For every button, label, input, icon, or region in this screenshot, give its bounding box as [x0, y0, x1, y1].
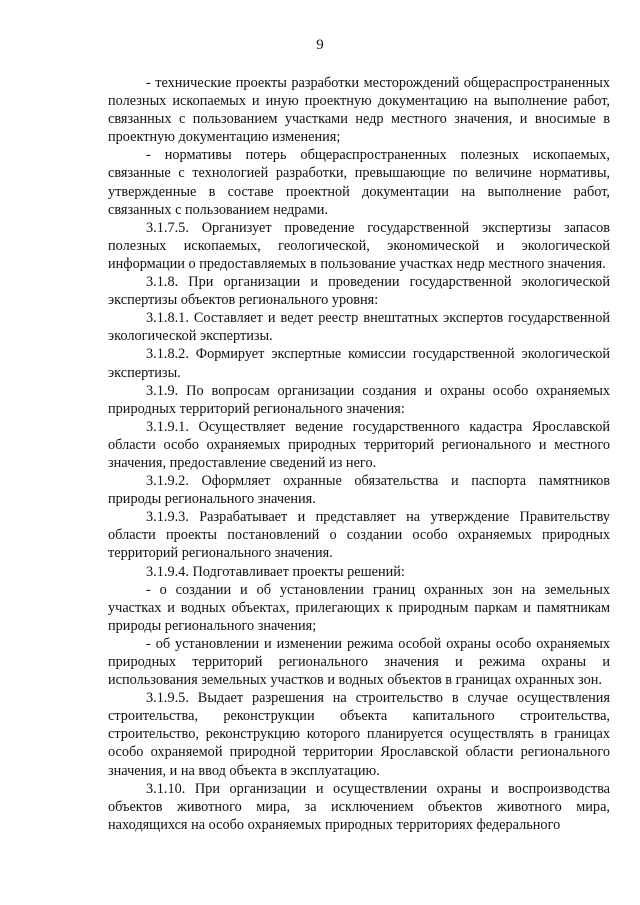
paragraph-3-1-9: 3.1.9. По вопросам организации создания и охраны особо охраняемых природных территорий регионального значения:	[108, 382, 610, 417]
paragraph-technical-projects: - технические проекты разработки месторождений общераспространенных полезных ископаемых и иную проектную документацию на выполнение работ, связанных с пользованием участками недр местного значения, и вносимые в проектную документацию изменения;	[108, 75, 610, 146]
paragraph-3-1-9-3: 3.1.9.3. Разрабатывает и представляет на утверждение Правительству области проекты постановлений о создании особо охраняемых природных территорий регионального значения.	[108, 509, 610, 562]
paragraph-3-1-8: 3.1.8. При организации и проведении государственной экологической экспертизы объектов регионального уровня:	[108, 274, 610, 309]
paragraph-3-1-10: 3.1.10. При организации и осуществлении охраны и воспроизводства объектов животного мира, за исключением объектов животного мира, находящихся на особо охраняемых природных территориях федерального	[108, 780, 610, 833]
paragraph-3-1-9-4: 3.1.9.4. Подготавливает проекты решений:	[146, 563, 405, 580]
paragraph-3-1-7-5: 3.1.7.5. Организует проведение государственной экспертизы запасов полезных ископаемых, геологической, экономической и экологической информации о предоставляемых в пользование участках недр местного значения.	[108, 219, 610, 272]
paragraph-loss-standards: - нормативы потерь общераспространенных полезных ископаемых, связанные с технологией разработки, превышающие по величине нормативы, утвержденные в составе проектной документации на выполнение работ, связанных с пользованием недрами.	[108, 147, 610, 218]
paragraph-buffer-zones: - о создании и об установлении границ охранных зон на земельных участках и водных объектах, прилегающих к природным паркам и памятникам природы регионального значения;	[108, 581, 610, 634]
paragraph-3-1-9-1: 3.1.9.1. Осуществляет ведение государственного кадастра Ярославской области особо охраняемых природных территорий регионального и местного значения, предоставление сведений из него.	[108, 418, 610, 471]
page-number: 9	[316, 37, 324, 53]
paragraph-protection-regime: - об установлении и изменении режима особой охраны особо охраняемых природных территорий регионального значения и режима охраны и использования земельных участков и водных объектов в границах охранных зон.	[108, 635, 610, 689]
paragraph-3-1-9-5: 3.1.9.5. Выдает разрешения на строительство в случае осуществления строительства, реконструкции объекта капитального строительства, строительство, реконструкцию которого планируется осуществлять в границах особо охраняемой природной территории Ярославской области регионального значения, и на ввод объекта в эксплуатацию.	[108, 690, 610, 779]
document-body	[108, 74, 610, 834]
paragraph-3-1-9-2: 3.1.9.2. Оформляет охранные обязательства и паспорта памятников природы регионального значения.	[108, 473, 610, 508]
paragraph-3-1-8-1: 3.1.8.1. Составляет и ведет реестр внештатных экспертов государственной экологической экспертизы.	[108, 310, 610, 345]
paragraph-3-1-8-2: 3.1.8.2. Формирует экспертные комиссии государственной экологической экспертизы.	[108, 346, 610, 381]
